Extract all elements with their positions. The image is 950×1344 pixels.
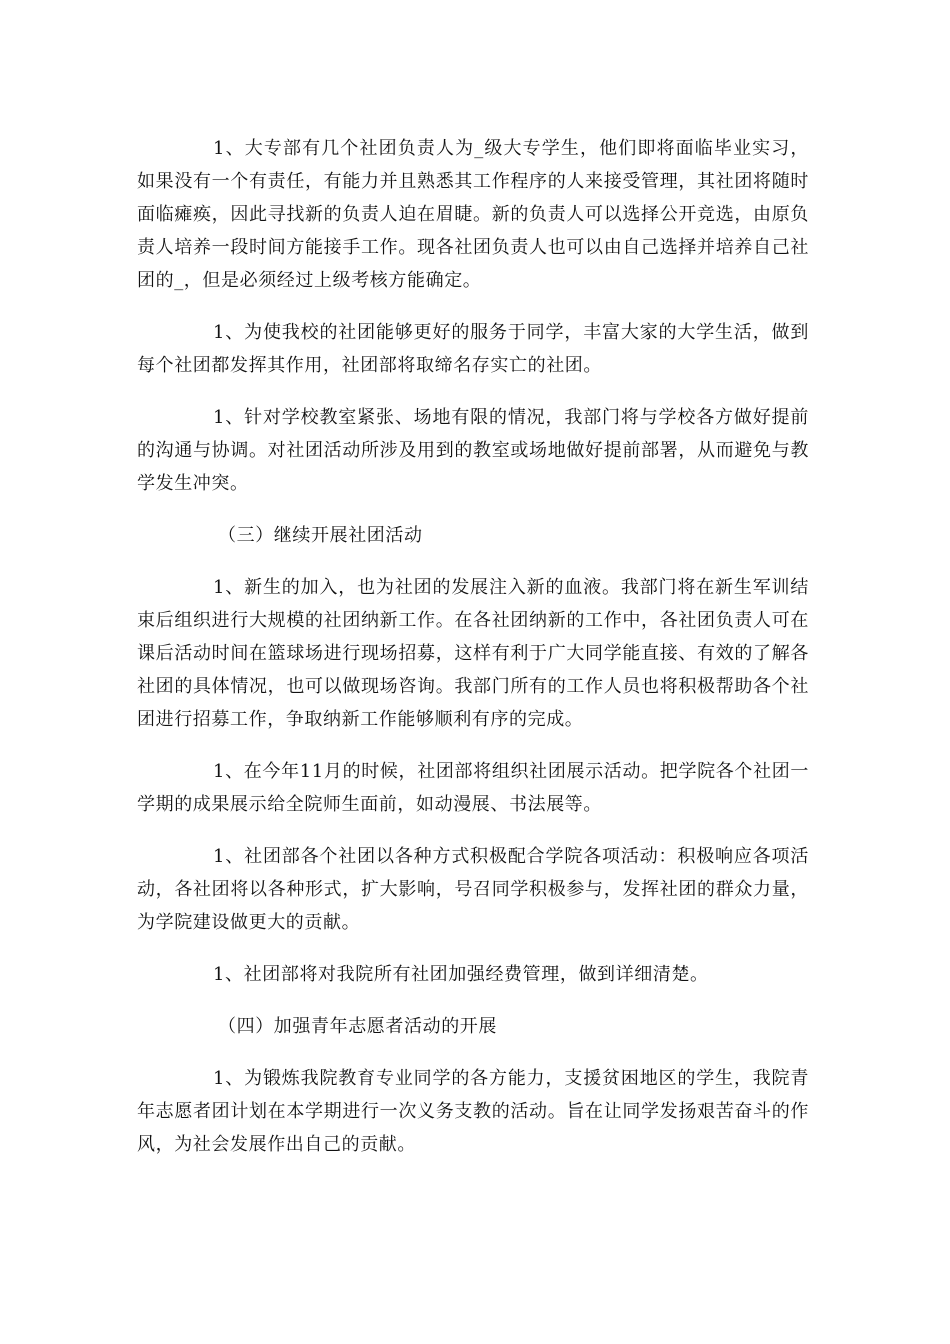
paragraph-club-cleanup: 1、为使我校的社团能够更好的服务于同学，丰富大家的大学生活，做到每个社团都发挥其作用，社团部将取缔名存实亡的社团。 <box>137 322 809 376</box>
section-heading-4: （四）加强青年志愿者活动的开展 <box>218 1016 497 1037</box>
paragraph-recruitment: 1、新生的加入，也为社团的发展注入新的血液。我部门将在新生军训结束后组织进行大规模的社团纳新工作。在各社团纳新的工作中，各社团负责人可在课后活动时间在篮球场进行现场招募，这样有利于广大同学能直接、有效的了解各社团的具体情况，也可以做现场咨询。我部门所有的工作人员也将积极帮助各个社团进行招募工作，争取纳新工作能够顺利有序的完成。 <box>137 577 809 730</box>
paragraph-venue-coordination: 1、针对学校教室紧张、场地有限的情况，我部门将与学校各方做好提前的沟通与协调。对社团活动所涉及用到的教室或场地做好提前部署，从而避免与教学发生冲突。 <box>137 407 809 494</box>
paragraph-exhibition: 1、在今年11月的时候，社团部将组织社团展示活动。把学院各个社团一学期的成果展示给全院师生面前，如动漫展、书法展等。 <box>137 761 809 815</box>
section-heading-3: （三）继续开展社团活动 <box>218 525 423 546</box>
paragraph-volunteer-teaching: 1、为锻炼我院教育专业同学的各方能力，支援贫困地区的学生，我院青年志愿者团计划在本学期进行一次义务支教的活动。旨在让同学发扬艰苦奋斗的作风，为社会发展作出自己的贡献。 <box>137 1068 809 1155</box>
paragraph-funding: 1、社团部将对我院所有社团加强经费管理，做到详细清楚。 <box>213 964 709 985</box>
paragraph-club-leaders: 1、大专部有几个社团负责人为_级大专学生，他们即将面临毕业实习，如果没有一个有责任，有能力并且熟悉其工作程序的人来接受管理，其社团将随时面临瘫痪，因此寻找新的负责人迫在眉睫。新的负责人可以选择公开竞选，由原负责人培养一段时间方能接手工作。现各社团负责人也可以由自己选择并培养自己社团的_，但是必须经过上级考核方能确定。 <box>137 138 809 291</box>
paragraph-cooperation: 1、社团部各个社团以各种方式积极配合学院各项活动：积极响应各项活动，各社团将以各种形式，扩大影响，号召同学积极参与，发挥社团的群众力量，为学院建设做更大的贡献。 <box>137 846 809 933</box>
document-body <box>137 132 809 1180</box>
